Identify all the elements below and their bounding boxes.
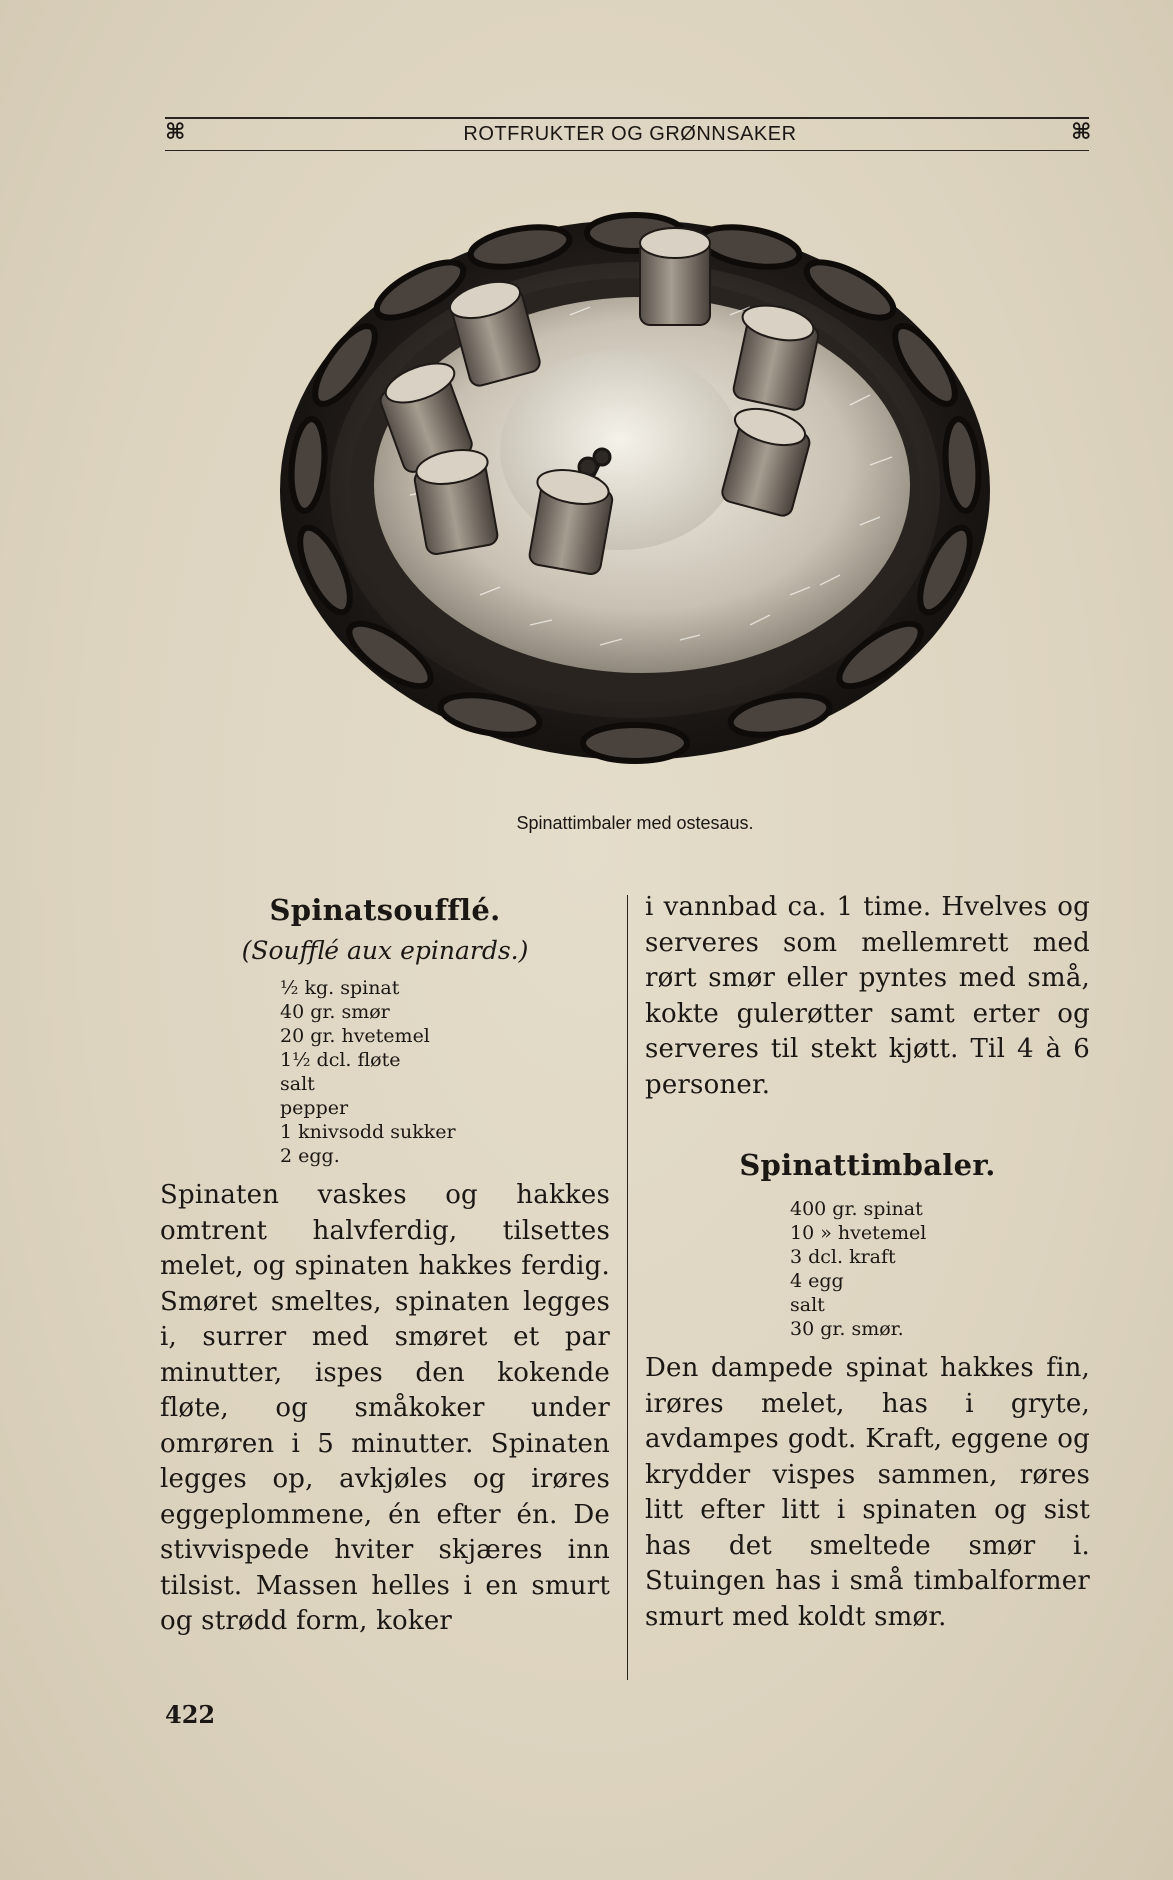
ingredient-item: 1 knivsodd sukker bbox=[280, 1121, 456, 1143]
page-number: 422 bbox=[165, 1700, 216, 1729]
dish-photo bbox=[270, 195, 1000, 795]
dish-photo-illustration bbox=[270, 195, 1000, 795]
recipe-instructions-timbaler: Den dampede spinat hakkes fin, irøres melet, has i gryte, avdampes godt. Kraft, eggene og krydder vispes sammen, røres litt efter litt i spinaten og sist has det smeltede smør i. Stuingen has i små timbalformer smurt med koldt smør. bbox=[645, 1353, 1090, 1632]
ingredient-item: 40 gr. smør bbox=[280, 1001, 390, 1023]
ingredient-item: 4 egg bbox=[790, 1270, 844, 1292]
ingredient-item: 20 gr. hvetemel bbox=[280, 1025, 430, 1047]
header-rule-bottom bbox=[165, 150, 1089, 151]
ingredient-list-souffle bbox=[280, 976, 610, 1168]
ingredient-item: 30 gr. smør. bbox=[790, 1318, 904, 1340]
ingredient-list-timbaler bbox=[790, 1197, 1090, 1341]
header-rule-top bbox=[165, 117, 1089, 119]
recipe-subtitle-french: (Soufflé aux epinards.) bbox=[241, 936, 529, 965]
ingredient-item: 1½ dcl. fløte bbox=[280, 1049, 401, 1071]
header-ornament-right-icon: ⌘ bbox=[1071, 120, 1092, 145]
ingredient-item: ½ kg. spinat bbox=[280, 977, 400, 999]
ingredient-item: salt bbox=[790, 1294, 825, 1316]
column-divider bbox=[627, 895, 628, 1680]
header-ornament-left-icon: ⌘ bbox=[165, 120, 186, 145]
running-header-title: ROTFRUKTER OG GRØNNSAKER bbox=[463, 123, 797, 145]
ingredient-item: salt bbox=[280, 1073, 315, 1095]
recipe-instructions-souffle: Spinaten vaskes og hakkes omtrent halvferdig, tilsettes melet, og spinaten hakkes ferdig. Smøret smeltes, spinaten legges i, surrer med smøret et par minutter, ispes den kokende fløte, og småkoker under omrøren i 5 minutter. Spinaten legges op, avkjøles og irøres eggeplommene, én efter én. De stivvispede hviter skjæres inn tilsist. Massen helles i en smurt og strødd form, koker bbox=[160, 1180, 610, 1636]
recipe-instructions-souffle-continued: i vannbad ca. 1 time. Hvelves og serveres som mellemrett med rørt smør eller pyntes med små, kokte gulerøtter samt erter og serveres til stekt kjøtt. Til 4 à 6 personer. bbox=[645, 892, 1090, 1100]
left-column bbox=[160, 890, 610, 1640]
photo-caption: Spinattimbaler med ostesaus. bbox=[516, 813, 754, 833]
ingredient-item: 10 » hvetemel bbox=[790, 1222, 927, 1244]
ingredient-item: 3 dcl. kraft bbox=[790, 1246, 896, 1268]
ingredient-item: 400 gr. spinat bbox=[790, 1198, 923, 1220]
ingredient-item: pepper bbox=[280, 1097, 349, 1119]
right-column bbox=[645, 890, 1090, 1635]
recipe-title-spinatsouffle: Spinatsoufflé. bbox=[269, 893, 501, 927]
recipe-title-spinattimbaler: Spinattimbaler. bbox=[739, 1148, 996, 1182]
ingredient-item: 2 egg. bbox=[280, 1145, 340, 1167]
